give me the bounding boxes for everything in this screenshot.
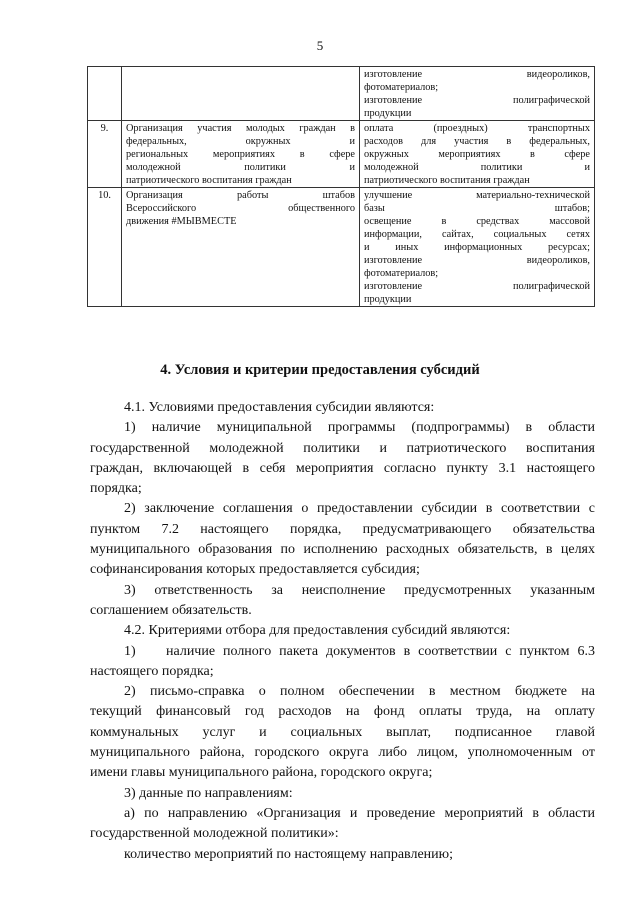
paragraph <box>90 398 595 418</box>
text-line: муниципального образования по исполнению расходных обязательств, в целях <box>90 542 595 558</box>
text-line: 2) письмо-справка о полном обеспечении в местном бюджете на <box>124 684 595 700</box>
row-number <box>88 67 122 121</box>
paragraph <box>90 642 595 683</box>
table-row <box>88 67 595 121</box>
cell-line: федеральных, окружных и <box>126 136 355 147</box>
document-body <box>90 398 595 865</box>
row-number: 9. <box>88 121 122 188</box>
text-line: 1) наличие муниципальной программы (подпрограммы) в области <box>124 420 595 436</box>
expenses-cell <box>360 121 595 188</box>
text-line: государственной молодежной политики»: <box>90 826 339 842</box>
cell-line: фотоматериалов; <box>364 82 439 93</box>
text-line: порядка; <box>90 481 142 497</box>
text-line: имени главы муниципального района, городского округа; <box>90 765 433 781</box>
page-number: 5 <box>316 38 324 53</box>
text-line: 3) данные по направлениям: <box>124 785 293 801</box>
text-line: государственной молодежной политики и патриотического воспитания <box>90 440 595 456</box>
cell-line: региональных мероприятиях в сфере <box>126 149 355 160</box>
text-line: пунктом 7.2 настоящего порядка, предусматривающего обязательства <box>90 521 595 537</box>
text-line: коммунальных услуг и социальных выплат, подписанное главой <box>90 724 595 740</box>
activities-table <box>87 66 595 307</box>
cell-line: окружных мероприятиях в сфере <box>364 149 590 160</box>
cell-line: базы штабов; <box>364 203 590 214</box>
paragraph <box>90 682 595 783</box>
paragraph <box>90 804 595 845</box>
cell-line: освещение в средствах массовой <box>364 216 590 227</box>
text-line: соглашением обязательств. <box>90 602 252 618</box>
cell-line: изготовление полиграфической <box>364 95 590 106</box>
cell-line: продукции <box>364 108 412 119</box>
text-line: настоящего порядка; <box>90 663 214 679</box>
cell-line: продукции <box>364 294 412 305</box>
cell-line: фотоматериалов; <box>364 268 439 279</box>
expenses-cell <box>360 67 595 121</box>
cell-line: движения #МЫВМЕСТЕ <box>126 216 237 227</box>
activity-cell <box>122 188 360 307</box>
text-line: 3) ответственность за неисполнение предусмотренных указанным <box>124 582 595 598</box>
text-line: софинансирования которых предоставляется субсидия; <box>90 562 420 578</box>
text-line: муниципального района, городского округа либо лицом, уполномоченным от <box>90 745 595 761</box>
expenses-cell <box>360 188 595 307</box>
paragraph <box>90 418 595 499</box>
activity-cell <box>122 121 360 188</box>
paragraph <box>90 499 595 580</box>
cell-line: молодежной политики и <box>126 162 355 173</box>
cell-line: улучшение материально-технической <box>364 190 590 201</box>
paragraph <box>90 621 595 641</box>
paragraph <box>90 784 595 804</box>
text-line: 2) заключение соглашения о предоставлении субсидии в соответствии с <box>124 501 595 517</box>
cell-line: молодежной политики и <box>364 162 590 173</box>
text-line: граждан, включающей в себя мероприятия согласно пункту 3.1 настоящего <box>90 460 595 476</box>
cell-line: расходов для участия в федеральных, <box>364 136 590 147</box>
table-row <box>88 121 595 188</box>
text-line: 4.1. Условиями предоставления субсидии являются: <box>124 400 435 415</box>
table-row <box>88 188 595 307</box>
activity-cell <box>122 67 360 121</box>
section-heading: 4. Условия и критерии предоставления субсидий <box>160 362 480 378</box>
cell-line: изготовление видеороликов, <box>364 69 590 80</box>
cell-line: информации, сайтах, социальных сетях <box>364 229 590 240</box>
paragraph <box>90 581 595 622</box>
cell-line: патриотического воспитания граждан <box>364 175 530 186</box>
cell-line: изготовление полиграфической <box>364 281 590 292</box>
text-line: текущий финансовый год расходов на фонд оплаты труда, на оплату <box>90 704 595 720</box>
text-line: 1) наличие полного пакета документов в соответствии с пунктом 6.3 <box>90 642 595 662</box>
cell-line: Всероссийского общественного <box>126 203 355 214</box>
text-line: количество мероприятий по настоящему направлению; <box>124 846 453 862</box>
cell-line: Организация участия молодых граждан в <box>126 123 355 134</box>
text-line: а) по направлению «Организация и проведение мероприятий в области <box>124 805 595 821</box>
cell-line: и иных информационных ресурсах; <box>364 242 590 253</box>
cell-line: Организация работы штабов <box>126 190 355 201</box>
cell-line: патриотического воспитания граждан <box>126 175 292 186</box>
cell-line: оплата (проездных) транспортных <box>364 123 590 134</box>
row-number: 10. <box>88 188 122 307</box>
text-line: 4.2. Критериями отбора для предоставления субсидий являются: <box>124 623 511 639</box>
paragraph <box>90 845 595 865</box>
cell-line: изготовление видеороликов, <box>364 255 590 266</box>
list-marker: 1) <box>124 643 136 659</box>
